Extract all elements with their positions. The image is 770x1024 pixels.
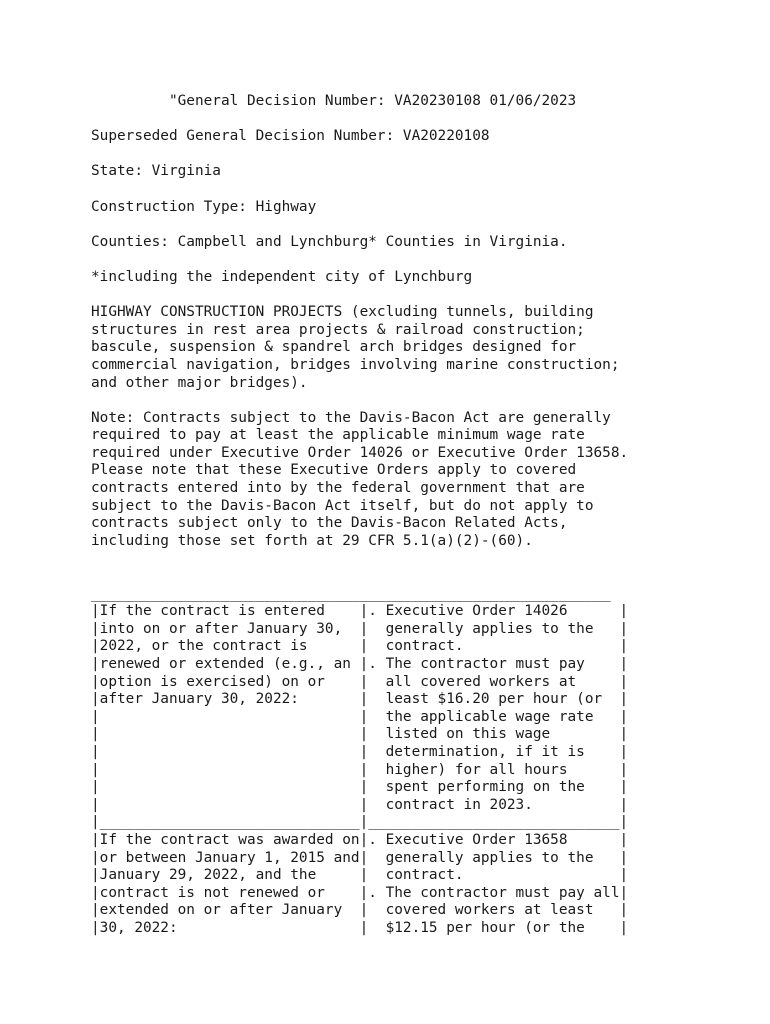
- counties-section: [91, 234, 628, 252]
- scope-line: bascule, suspension & spandrel arch bridges designed for: [91, 339, 577, 356]
- counties: Counties: Campbell and Lynchburg* Counties in Virginia.: [91, 233, 568, 250]
- wage-order-table: [91, 586, 628, 938]
- decision-number-header: [91, 93, 628, 111]
- document-page: [91, 93, 628, 938]
- scope-line: and other major bridges).: [91, 374, 308, 391]
- scope-paragraph: [91, 304, 628, 392]
- table-row: |If the contract was awarded on|. Executive Order 13658 |: [91, 831, 629, 848]
- table-row: | | higher) for all hours |: [91, 761, 629, 778]
- note-line: Note: Contracts subject to the Davis-Bacon Act are generally: [91, 409, 611, 426]
- table-row: |If the contract is entered |. Executive Order 14026 |: [91, 603, 629, 620]
- table-row: |extended on or after January | covered workers at least |: [91, 902, 629, 919]
- state: State: Virginia: [91, 163, 221, 180]
- note-line: required under Executive Order 14026 or Executive Order 13658.: [91, 444, 629, 461]
- note-line: required to pay at least the applicable minimum wage rate: [91, 427, 585, 444]
- table-row: |or between January 1, 2015 and| generally applies to the |: [91, 849, 629, 866]
- table-top-border: ____________________________________________________________: [91, 585, 611, 602]
- note-line: contracts subject only to the Davis-Bacon Related Acts,: [91, 515, 568, 532]
- note-line: Please note that these Executive Orders apply to covered: [91, 462, 577, 479]
- table-row: |2022, or the contract is | contract. |: [91, 638, 629, 655]
- table-row: |January 29, 2022, and the | contract. |: [91, 867, 629, 884]
- note-line: subject to the Davis-Bacon Act itself, but do not apply to: [91, 497, 594, 514]
- table-row: | | determination, if it is |: [91, 743, 629, 760]
- superseded-section: [91, 128, 628, 146]
- table-row: | | listed on this wage |: [91, 726, 629, 743]
- county-note: *including the independent city of Lynchburg: [91, 268, 473, 285]
- table-row: |contract is not renewed or |. The contractor must pay all|: [91, 884, 629, 901]
- note-line: contracts entered into by the federal government that are: [91, 480, 585, 497]
- note-line: including those set forth at 29 CFR 5.1(a)(2)-(60).: [91, 532, 533, 549]
- state-section: [91, 163, 628, 181]
- table-row: |option is exercised) on or | all covered workers at |: [91, 673, 629, 690]
- table-row: |renewed or extended (e.g., an |. The contractor must pay |: [91, 656, 629, 672]
- table-row: |30, 2022: | $12.15 per hour (or the |: [91, 919, 629, 936]
- table-row: | | the applicable wage rate |: [91, 708, 629, 725]
- scope-line: commercial navigation, bridges involving marine construction;: [91, 356, 620, 373]
- decision-number: "General Decision Number: VA20230108 01/06/2023: [91, 93, 577, 109]
- construction-type: Construction Type: Highway: [91, 198, 317, 215]
- superseded-decision-number: Superseded General Decision Number: VA20220108: [91, 128, 490, 145]
- scope-line: structures in rest area projects & railroad construction;: [91, 321, 585, 338]
- note-paragraph: [91, 410, 628, 551]
- county-note-section: [91, 269, 628, 287]
- table-row: |into on or after January 30, | generally applies to the |: [91, 620, 629, 637]
- table-row: | | contract in 2023. |: [91, 796, 629, 813]
- table-row: | | spent performing on the |: [91, 779, 629, 796]
- table-row: |after January 30, 2022: | least $16.20 per hour (or |: [91, 691, 629, 708]
- table-row-separator: |______________________________|_____________________________|: [91, 814, 629, 831]
- construction-type-section: [91, 199, 628, 217]
- blank-line: [91, 568, 628, 586]
- scope-line: HIGHWAY CONSTRUCTION PROJECTS (excluding tunnels, building: [91, 304, 594, 321]
